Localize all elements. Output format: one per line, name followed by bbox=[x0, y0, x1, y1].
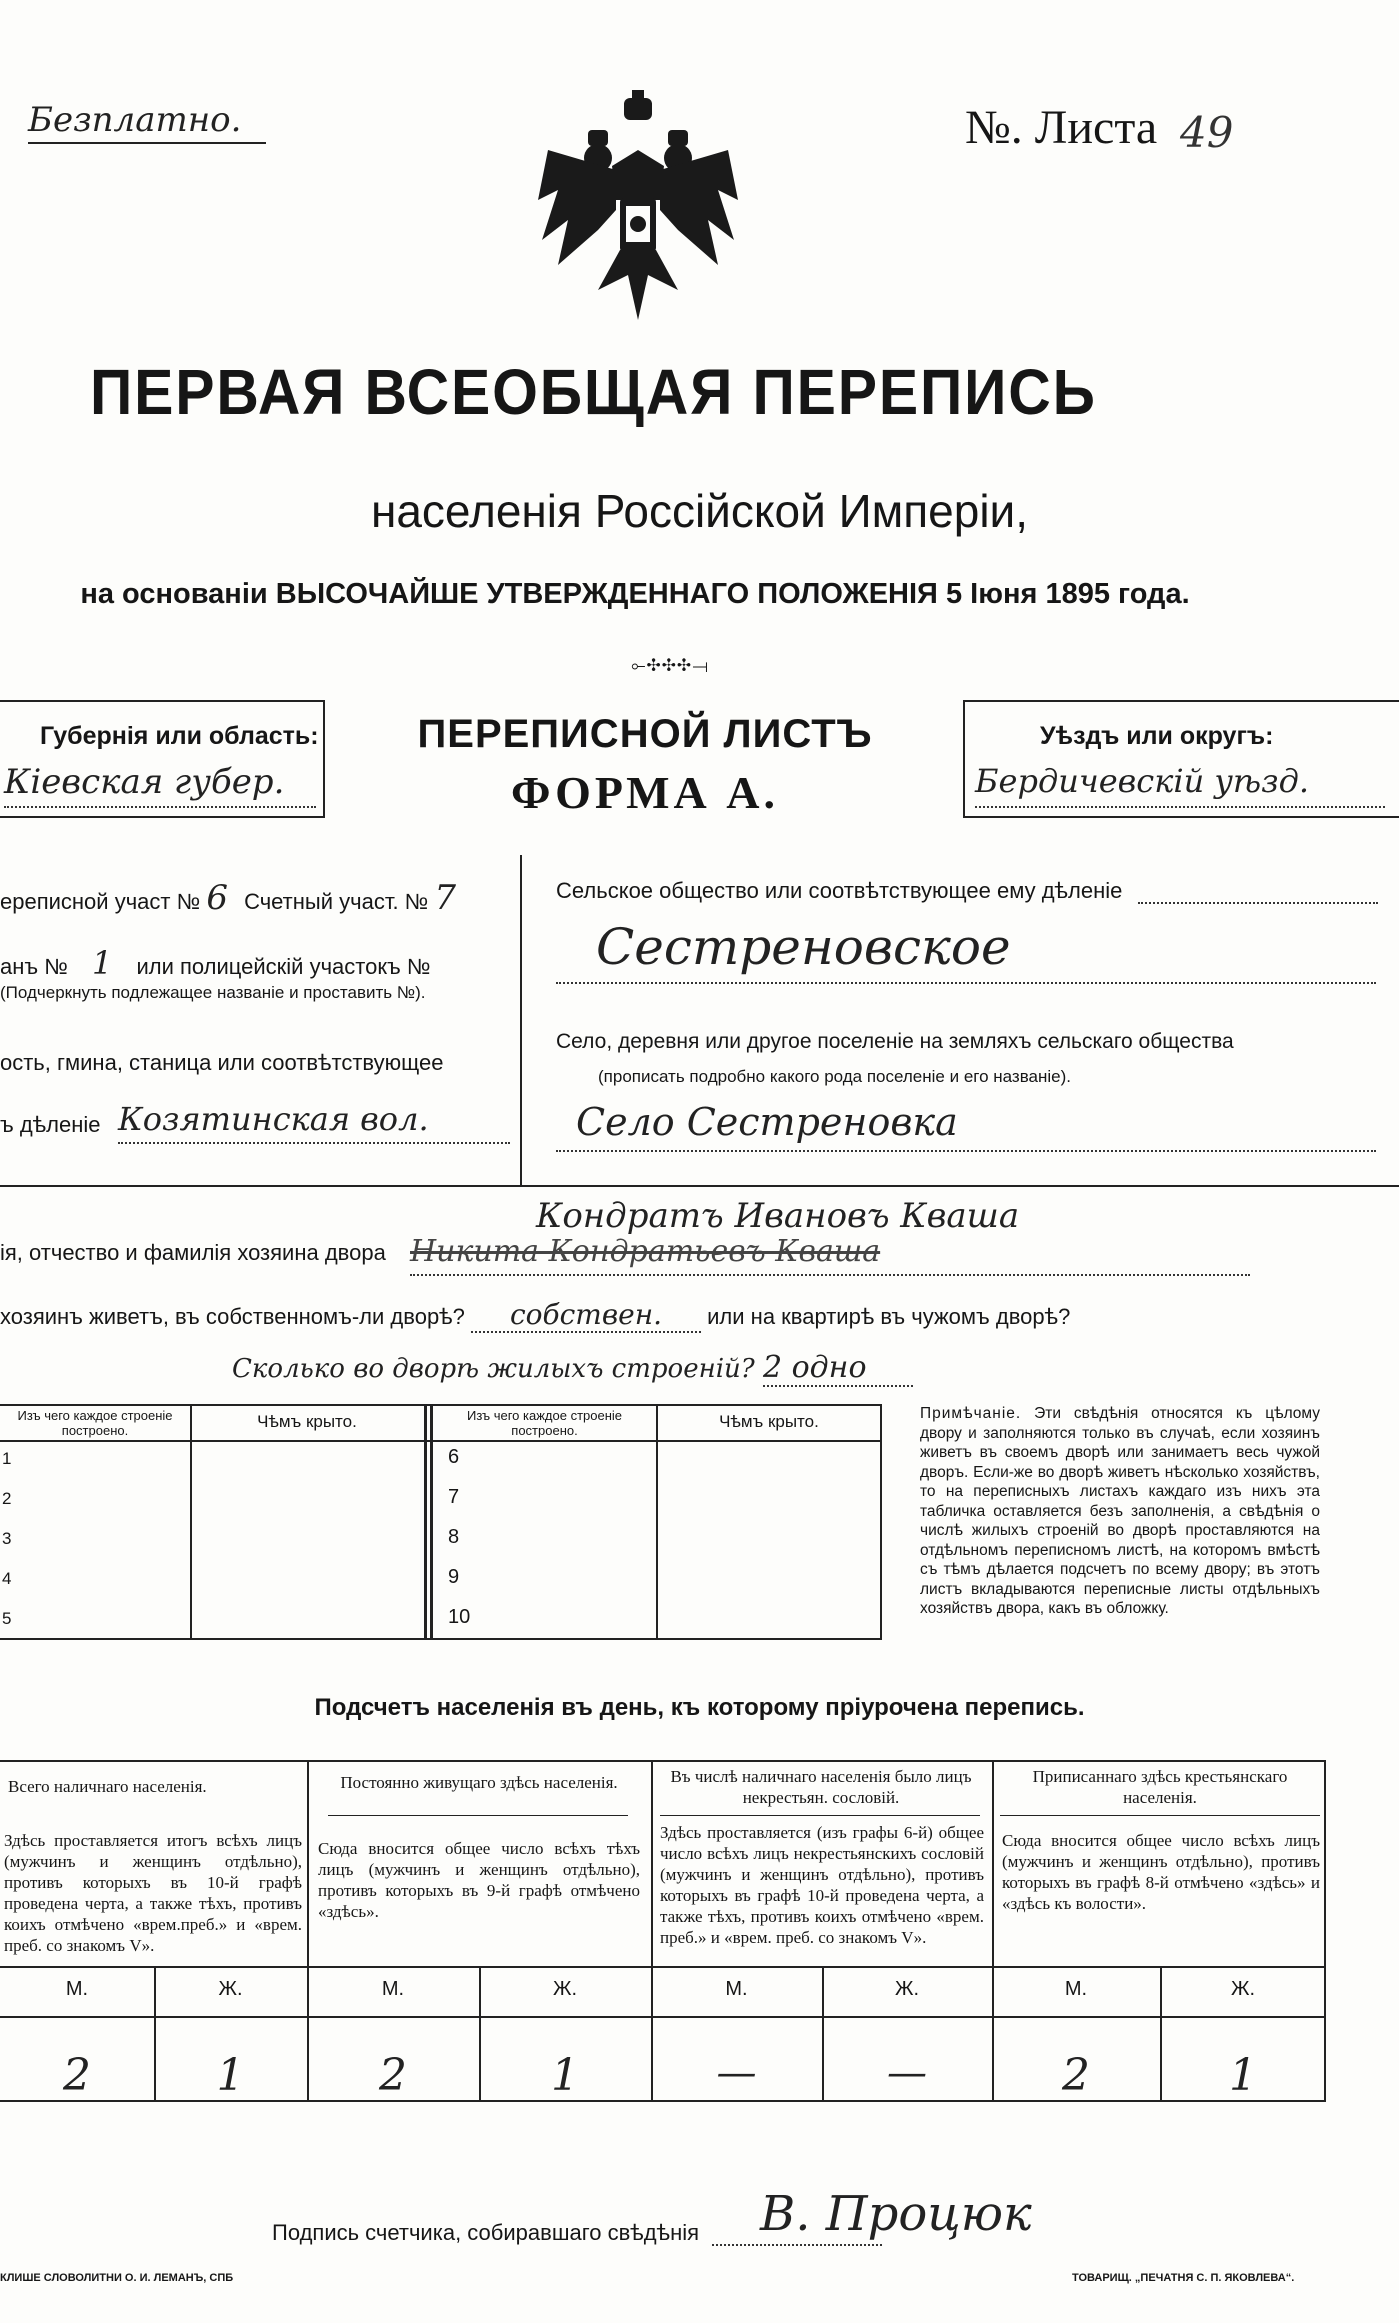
pop-col1-m-value: 2 bbox=[63, 2050, 91, 2101]
printer-right: ТОВАРИЩ. „ПЕЧАТНЯ С. П. ЯКОВЛЕВА“. bbox=[1072, 2272, 1295, 2284]
gubernia-value: Кіевская губер. bbox=[4, 762, 316, 808]
row-num-8: 8 bbox=[448, 1526, 460, 1548]
built-header-left: Изъ чего каждое строеніе построено. bbox=[17, 1408, 173, 1438]
census-section-label: ереписной участ № bbox=[0, 889, 201, 914]
counting-section-label: Счетный участ. № bbox=[244, 889, 429, 914]
built-header-right: Изъ чего каждое строеніе построено. bbox=[466, 1408, 623, 1438]
pop-col1-m-label: М. bbox=[65, 1978, 89, 2000]
page-subtitle: населенія Россійской Имперіи, bbox=[370, 485, 1029, 537]
volost-value: Козятинская вол. bbox=[118, 1100, 510, 1144]
residence-value: собствен. bbox=[471, 1298, 701, 1333]
row-num-4: 4 bbox=[2, 1569, 12, 1588]
form-name: ФОРМА А. bbox=[511, 767, 779, 818]
volost-division-label: ъ дѣленіе bbox=[0, 1112, 101, 1137]
police-label: или полицейскій участокъ № bbox=[136, 954, 431, 979]
printer-left: КЛИШЕ СЛОВОЛИТНИ О. И. ЛЕМАНЪ, СПБ bbox=[0, 2272, 234, 2284]
volost-label: ость, гмина, станица или соотвѣтствующее bbox=[0, 1050, 444, 1075]
owner-name-value: Кондратъ Ивановъ Кваша bbox=[536, 1196, 1020, 1236]
pop-col3-f-value: — bbox=[887, 2050, 927, 2096]
owner-name-label: ія, отчество и фамилія хозяина двора bbox=[0, 1240, 386, 1265]
pop-col2-header: Постоянно живущаго здѣсь населенія. bbox=[340, 1773, 618, 1792]
pop-col2-m-label: М. bbox=[381, 1978, 405, 2000]
ornament-divider: ⟜✣✣✣⟞ bbox=[631, 655, 709, 675]
row-num-5: 5 bbox=[2, 1609, 12, 1628]
owner-name-struck: Никита Кондратьевъ Кваша bbox=[410, 1234, 1250, 1276]
row-num-1: 1 bbox=[2, 1449, 12, 1468]
stan-value: 1 bbox=[91, 944, 113, 982]
pop-col1-f-label: Ж. bbox=[218, 1978, 243, 2000]
free-underline bbox=[28, 142, 266, 144]
note-block bbox=[920, 1404, 1320, 1619]
sheet-number: 49 bbox=[1180, 108, 1234, 157]
pop-col4-m-value: 2 bbox=[1062, 2050, 1090, 2101]
pop-col3-desc: Здѣсь проставляется (изъ графы 6-й) общее число всѣхъ лицъ некрестьянскихъ сословій (мужчинъ и женщинъ отдѣльно), противъ которыхъ въ графѣ 10-й проведена черта, а также тѣхъ, противъ коихъ отмѣчено «врем. преб.» и «врем. преб. со знакомъ V». bbox=[660, 1823, 984, 1947]
village-label: Село, деревня или другое поселеніе на земляхъ сельскаго общества bbox=[556, 1030, 1234, 1053]
row-num-6: 6 bbox=[448, 1446, 460, 1468]
society-value: Сестреновское bbox=[556, 918, 1376, 984]
village-note: (прописать подробно какого рода поселеніе и его названіе). bbox=[598, 1067, 1072, 1086]
census-section-field bbox=[0, 878, 456, 918]
pop-col3-m-value: — bbox=[716, 2050, 757, 2096]
residence-label: хозяинъ живетъ, въ собственномъ-ли дворѣ? bbox=[0, 1304, 465, 1329]
pop-col1-header: Всего наличнаго населенія. bbox=[8, 1777, 207, 1796]
note-title: Примѣчаніе. bbox=[920, 1405, 1022, 1422]
decree-basis: на основаніи ВЫСОЧАЙШЕ УТВЕРЖДЕННАГО ПОЛОЖЕНІЯ 5 Іюня 1895 года. bbox=[80, 578, 1190, 610]
roof-header-right: Чѣмъ крыто. bbox=[719, 1412, 819, 1431]
pop-col3-f-label: Ж. bbox=[894, 1978, 920, 2000]
buildings-value: 2 одно bbox=[763, 1350, 913, 1387]
free-label: Безплатно. bbox=[28, 100, 242, 140]
stan-field bbox=[0, 944, 430, 982]
sheet-label: №. Листа bbox=[965, 101, 1158, 154]
buildings-field bbox=[232, 1350, 913, 1387]
page-title: ПЕРВАЯ ВСЕОБЩАЯ ПЕРЕПИСЬ bbox=[90, 356, 1097, 428]
pop-col1-desc: Здѣсь проставляется итогъ всѣхъ лицъ (мужчинъ и женщинъ отдѣльно), противъ которыхъ въ 10-й графѣ проведена черта, а также тѣхъ, противъ коихъ отмѣчено «врем.преб.» и «врем. преб. со знакомъ V». bbox=[4, 1831, 302, 1955]
underline-note: (Подчеркнуть подлежащее названіе и проставить №). bbox=[0, 983, 426, 1002]
roof-header-left: Чѣмъ крыто. bbox=[257, 1412, 357, 1431]
pop-col4-desc: Сюда вносится общее число всѣхъ лицъ (мужчинъ и женщинъ отдѣльно), противъ которыхъ въ графѣ 8-й отмѣчено «здѣсь» и «здѣсь къ волости». bbox=[1002, 1831, 1320, 1913]
row-num-7: 7 bbox=[448, 1486, 460, 1508]
signature-label: Подпись счетчика, собиравшаго свѣдѣнія bbox=[272, 2220, 700, 2245]
row-num-10: 10 bbox=[448, 1606, 471, 1628]
village-value: Село Сестреновка bbox=[556, 1100, 1376, 1152]
row-num-2: 2 bbox=[2, 1489, 12, 1508]
pop-col3-m-label: М. bbox=[725, 1978, 748, 2000]
uezd-label: Уѣздъ или округъ: bbox=[1040, 722, 1274, 750]
pop-col4-f-label: Ж. bbox=[1230, 1978, 1256, 2000]
pop-col2-m-value: 2 bbox=[379, 2050, 407, 2101]
buildings-label: Сколько во дворѣ жилыхъ строеній? bbox=[232, 1354, 755, 1384]
pop-col2-desc: Сюда вносится общее число всѣхъ тѣхъ лицъ (мужчинъ и женщинъ отдѣльно), противъ которыхъ въ 9-й графѣ отмѣчено «здѣсь». bbox=[318, 1839, 640, 1921]
pop-col3-header: Въ числѣ наличнаго населенія было лицъ некрестьян. сословій. bbox=[670, 1767, 972, 1807]
pop-col2-f-value: 1 bbox=[551, 2050, 579, 2101]
row-num-9: 9 bbox=[448, 1566, 460, 1588]
population-title: Подсчетъ населенія въ день, къ которому пріурочена перепись. bbox=[314, 1694, 1085, 1721]
row-num-3: 3 bbox=[2, 1529, 12, 1548]
gubernia-label: Губернія или область: bbox=[40, 722, 319, 750]
residence-alt-label: или на квартирѣ въ чужомъ дворѣ? bbox=[707, 1304, 1071, 1329]
stan-label: анъ № bbox=[0, 954, 68, 979]
enumerator-signature: В. Процюк bbox=[760, 2186, 1032, 2242]
census-section-value: 6 bbox=[206, 878, 228, 918]
pop-col4-f-value: 1 bbox=[1229, 2050, 1257, 2101]
society-label: Сельское общество или соотвѣтствующее ему дѣленіе bbox=[556, 878, 1123, 903]
double-headed-eagle-emblem bbox=[528, 90, 748, 330]
pop-col4-header: Приписаннаго здѣсь крестьянскаго населенія. bbox=[1032, 1767, 1288, 1807]
residence-field bbox=[0, 1298, 1070, 1333]
form-title: ПЕРЕПИСНОЙ ЛИСТЪ bbox=[417, 712, 873, 756]
counting-section-value: 7 bbox=[434, 878, 457, 918]
note-text: Эти свѣдѣнія относятся къ цѣлому двору и заполняются только въ случаѣ, если хозяинъ живетъ въ своемъ дворѣ или занимаетъ весь чужой дворъ. Если-же во дворѣ живетъ нѣсколько хозяйствъ, то на переписныхъ листахъ каждаго изъ нихъ эта табличка оставляется безъ заполненія, а свѣдѣнія о числѣ жилыхъ строеній во дворѣ проставляются на отдѣльномъ переписномъ листѣ, на которомъ вмѣстѣ съ тѣмъ дѣлается подсчетъ по всему двору; въ этотъ листъ вкладываются переписные листы отдѣльныхъ хозяйствъ двора, какъ въ обложку. bbox=[920, 1405, 1320, 1617]
pop-col1-f-value: 1 bbox=[216, 2050, 245, 2101]
pop-col4-m-label: М. bbox=[1064, 1978, 1088, 2000]
pop-col2-f-label: Ж. bbox=[552, 1978, 578, 2000]
uezd-value: Бердичевскій уѣзд. bbox=[975, 762, 1385, 808]
